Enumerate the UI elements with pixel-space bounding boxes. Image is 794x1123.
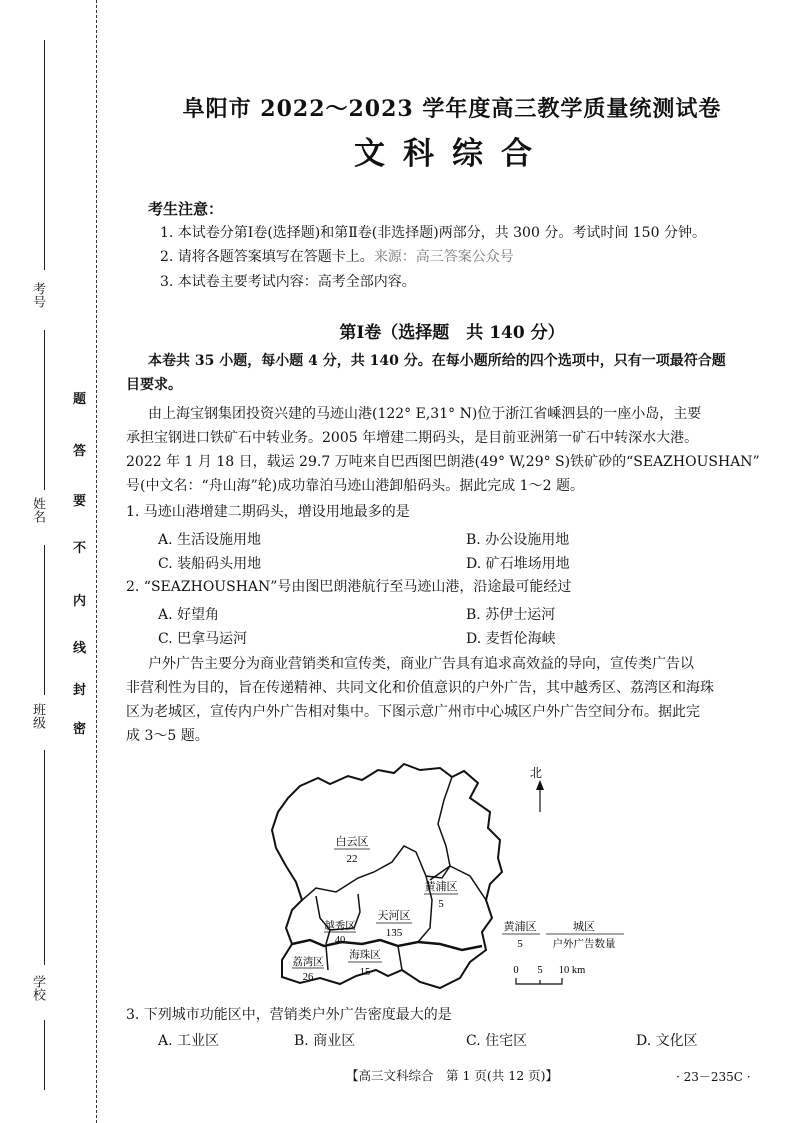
passage2-line2: 非营利性为目的，旨在传递精神、共同文化和价值意识的户外广告，其中越秀区、荔湾区和海珠 <box>126 680 714 696</box>
seal-char-5: 不 <box>72 541 86 556</box>
passage2-line3: 区为老城区，宣传内户外广告相对集中。下图示意广州市中心城区户外广告空间分布。据此完 <box>126 704 700 720</box>
passage2-line4: 成 3～5 题。 <box>126 728 209 744</box>
q1-option-b: B. 办公设施用地 <box>466 532 570 548</box>
q1-stem: 1. 马迹山港增建二期码头，增设用地最多的是 <box>126 504 410 520</box>
seal-char-2: 封 <box>72 683 86 698</box>
district-value-tianhe: 135 <box>385 927 403 939</box>
tianhe-border <box>418 876 432 942</box>
notice-heading: 考生注意： <box>148 200 224 218</box>
scale-zero: 0 <box>513 965 519 976</box>
seal-char-4: 内 <box>72 594 86 609</box>
baiyun-south-border <box>300 846 450 902</box>
city-boundary <box>272 764 502 988</box>
legend-label-top: 城区 <box>573 921 595 933</box>
legend-label-bottom: 户外广告数量 <box>552 939 616 950</box>
binding-line-top <box>44 40 45 270</box>
q3-option-a: A. 工业区 <box>158 1033 220 1049</box>
district-value-haizhu: 15 <box>359 967 371 978</box>
q2-stem: 2. “SEAZHOUSHAN”号由图巴朗港航行至马迹山港，沿途最可能经过 <box>126 579 572 595</box>
paper-code: · 23－235C · <box>676 1070 751 1084</box>
seal-char-8: 题 <box>72 392 86 407</box>
scale-ten: 10 km <box>558 965 586 976</box>
exam-number-line <box>44 330 45 490</box>
q1-option-d: D. 矿石堆场用地 <box>466 556 570 572</box>
q3-option-b: B. 商业区 <box>294 1033 356 1049</box>
district-name-tianhe: 天河区 <box>377 910 411 922</box>
notice-item-1: 1. 本试卷分第Ⅰ卷(选择题)和第Ⅱ卷(非选择题)两部分，共 300 分。考试时间 150 分钟。 <box>160 225 706 241</box>
district-name-baiyun: 白云区 <box>335 836 369 848</box>
section-intro-2: 目要求。 <box>126 377 182 393</box>
q1-option-c: C. 装船码头用地 <box>158 556 262 572</box>
huangpu-south-border <box>450 866 486 900</box>
yuexiu-border <box>316 894 360 930</box>
district-name-liwan: 荔湾区 <box>292 957 324 968</box>
north-label: 北 <box>529 766 543 780</box>
seal-char-6: 要 <box>72 494 86 509</box>
haizhu-border <box>326 946 402 970</box>
district-value-huangpu: 5 <box>438 898 444 910</box>
q2-option-d: D. 麦哲伦海峡 <box>466 631 556 647</box>
passage2-line1: 户外广告主要分为商业营销类和宣传类，商业广告具有追求高效益的导向，宣传类广告以 <box>148 656 694 672</box>
class-line <box>44 750 45 965</box>
name-line <box>44 545 45 695</box>
q1-option-a: A. 生活设施用地 <box>158 532 262 548</box>
legend-district-value: 5 <box>517 938 523 950</box>
exam-number-label: 考号 <box>30 282 45 308</box>
notice-item-3: 3. 本试卷主要考试内容：高考全部内容。 <box>160 274 416 290</box>
notice-source: 来源：高三答案公众号 <box>373 249 514 265</box>
class-label: 班级 <box>30 703 45 729</box>
district-value-yuexiu: 40 <box>334 935 346 946</box>
q2-option-a: A. 好望角 <box>158 607 220 623</box>
section-title: 第Ⅰ卷（选择题 共 140 分） <box>339 323 565 343</box>
school-line <box>44 1020 45 1090</box>
legend-district-name: 黄浦区 <box>503 921 537 933</box>
q2-option-b: B. 苏伊士运河 <box>466 607 556 623</box>
page-footer: 【高三文科综合 第 1 页(共 12 页)】 <box>345 1068 558 1083</box>
q2-option-c: C. 巴拿马运河 <box>158 631 248 647</box>
scale-bar <box>516 978 562 984</box>
name-label: 姓名 <box>30 497 45 523</box>
notice-item-2-text: 2. 请将各题答案填写在答题卡上。 <box>160 249 374 265</box>
district-name-huangpu: 黄浦区 <box>424 881 458 893</box>
district-name-yuexiu: 越秀区 <box>324 921 356 932</box>
huangpu-west-border <box>430 777 452 880</box>
passage1-line4: 号(中文名：“舟山海”轮)成功靠泊马迹山港卸船码头。据此完成 1～2 题。 <box>126 478 584 494</box>
q3-option-d: D. 文化区 <box>636 1033 698 1049</box>
exam-title: 阜阳市 2022～2023 学年度高三教学质量统测试卷 <box>182 96 722 122</box>
section-intro-1: 本卷共 35 小题，每小题 4 分，共 140 分。在每小题所给的四个选项中，只有一项最符合题 <box>148 353 726 369</box>
passage1-line2: 承担宝钢进口铁矿石中转业务。2005 年增建二期码头，是目前亚洲第一矿石中转深水大港。 <box>126 430 699 446</box>
q3-option-c: C. 住宅区 <box>466 1033 528 1049</box>
passage1-line1: 由上海宝钢集团投资兴建的马迹山港(122° E,31° N)位于浙江省嵊泗县的一座小岛，主要 <box>148 406 702 422</box>
district-value-baiyun: 22 <box>346 853 358 865</box>
scale-five: 5 <box>537 965 543 976</box>
passage1-line3: 2022 年 1 月 18 日，载运 29.7 万吨来自巴西图巴朗港(49° W,29° S)铁矿砂的“SEAZHOUSHAN” <box>126 454 760 470</box>
seal-char-7: 答 <box>72 444 86 459</box>
subject-title: 文科综合 <box>354 136 550 172</box>
q3-stem: 3. 下列城市功能区中，营销类户外广告密度最大的是 <box>126 1007 452 1023</box>
district-value-liwan: 26 <box>302 972 314 983</box>
river-line <box>292 940 482 950</box>
seal-char-1: 密 <box>72 722 86 737</box>
seal-dashed-line <box>96 0 97 1123</box>
seal-char-3: 线 <box>72 641 86 656</box>
notice-item-2 <box>160 246 514 268</box>
school-label: 学校 <box>30 975 45 1001</box>
district-name-haizhu: 海珠区 <box>349 950 381 961</box>
liwan-border <box>326 930 330 944</box>
north-arrowhead-icon <box>536 780 544 790</box>
